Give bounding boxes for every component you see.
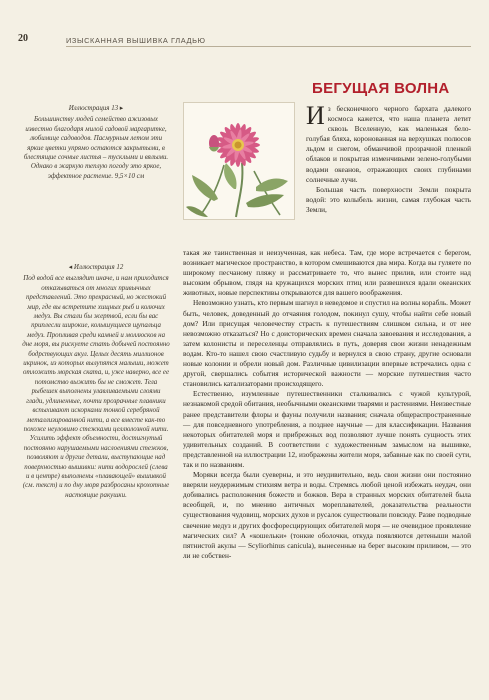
article-body xyxy=(183,248,471,561)
caption-illustration-13 xyxy=(22,104,170,181)
intro-paragraph-2: Большая часть поверхности Земли покрыта водой: это колыбель жизни, самая глубокая часть Земли, xyxy=(306,184,471,214)
body-paragraph: Невозможно узнать, кто первым шагнул в неведомое и спустил на волны корабль. Может быть, человек, доведенный до отчаяния голодом, покинул сушу, чтобы найти себе новый дом? Или присущая человечеству страсть к путешествиям слишком сильна, и от нее невозможно отказаться? Но с доисторических времен сначала завоевания и исследования, а затем колонисты и переселенцы отправлялись в путь, доверяя свои жизни ненадежным водам. Кто-то нашел свою счастливую судьбу и вернулся в свою страну, другие основали новые колонии и обрели новый дом. Различные цивилизации впервые встречались одна с другой, свершались события исторической важности — морские путешествия часто становились катализаторами происходящего. xyxy=(183,298,471,389)
caption-title: ◂ Иллюстрация 12 xyxy=(68,264,124,271)
body-paragraph: Моряки всегда были суеверны, и это неудивительно, ведь свои жизни они постоянно вверяли неудержимым стихиям ветра и воды. Стремясь любой ценой избежать неудач, они добивались расположения божеств и божков. Вера в странных морских обитателей была всеобщей, и, по мнению античных мореплавателей, доказательства реальности существования чудовищ, морских духов и русалок существовали повсюду. Разве подводные свечение медуз и других фосфоресцирующих обитателей моря — не очевидное проявление магических сил? А «кошельки» (тонкие оболочки, откуда появляются детеныши малой пятнистой акулы — Scyliorhinus canicula), вынесенные на берег высоким приливом, — это ли не собствен- xyxy=(183,470,471,560)
drop-cap: И xyxy=(306,101,325,130)
flower-embroidery-illustration xyxy=(183,102,295,220)
caption-text: Под водой все выглядит иначе, и нам приходится отказываться от многих привычных представлений. Это прекрасный, но жестокий мир, где вы встретите хищных рыб и колючих медуз. Вы стали бы жертвой, если бы вас приплесли широкие, колышущиеся щупальца медуз. Пропливая среди камней и моллюсков на дне моря, вы рискуете стать добычей постоянно бодрствующих акул. Целых десять миллионов икринок, из которых вылупятся малыши, может отложить морская ската, и, уже наверно, все ее потомство выжить бы не сможет. Тела рыбешек выполнены улавливаемыми слоями глади, удлиненные, почти прозрачные плавники вспыхивают искорками тонкой серебряной металлизированной нити, а все вместе как-то похоже неуловимо стежками целлюлозной нити. Усилить эффект объемности, достигнутый постоянно нарушаемыми наслоениями стежков, позволяют и другие детали, выступающие над поверхностью вышивки: нити водорослей (слева и в центре) выполнены «плавающей» вышивкой (см. текст) и по дну моря разбросаны крохотные настоящие ракушки. xyxy=(22,275,170,499)
caption-text: Большинству людей семейство ажизовых известно благодаря милой садовой маргаритке, любимице садоводов. Пасмурным летом эти яркие цветки упрямо остаются закрытыми, в блестящие сочные листья – тусклыми и вялыми. Однако в жаркую теплую погоду это яркое, эффектное растение. 9,5×10 см xyxy=(23,116,169,180)
intro-text: з бесконечного черного бархата далекого космоса кажется, что наша планета летит сквозь Вселенную, как маленькая бело-голубая бляха, коронованная на верхушках полюсов льдом и снегом, обманчивой прозрачной пленкой облаков и покрытая изменчивыми зелено-голубыми водами океанов, отражающих своих глубинами солнечные лучи. xyxy=(306,104,471,184)
header-rule xyxy=(66,46,471,47)
article-intro xyxy=(306,101,471,215)
body-paragraph: такая же таинственная и неизученная, как небеса. Там, где море встречается с берегом, возникает магическое пространство, в котором смешиваются два мира. Когда вы гуляете по широкому песчаному пляжу и рассматриваете то, что вынес прилив, или стоите над высоким обрывом, глядя на кружащихся морских птиц или развешихся вдали океанских животных, новые перспективы открываются для вашего воображения. xyxy=(183,248,471,298)
article-title: БЕГУЩАЯ ВОЛНА xyxy=(312,80,450,97)
page-number: 20 xyxy=(18,33,28,44)
caption-title: Иллюстрация 13 ▸ xyxy=(68,105,124,112)
caption-illustration-12 xyxy=(22,263,170,500)
intro-paragraph xyxy=(306,101,471,185)
flower-embroidery-image xyxy=(184,103,294,219)
body-paragraph: Естественно, изумленные путешественники сталкивались с чужой культурой, незнакомой средой обитания, необычными океанскими тварями и растениями. Неизвестные ранее представители флоры и фауны получили названия; сначала общераспространенные — для повседневного употребления, а позднее научные — для классификации. Названия некоторых обитателей моря и прибрежных вод позволяют лучше понять сущность этих удивительных созданий. В соответствии с художественным замыслом на вышивке, представленной на иллюстрации 12, изображены жители моря, забавные как по своей сути, так и по названиям. xyxy=(183,389,471,469)
running-head: ИЗЫСКАННАЯ ВЫШИВКА ГЛАДЬЮ xyxy=(66,36,206,45)
